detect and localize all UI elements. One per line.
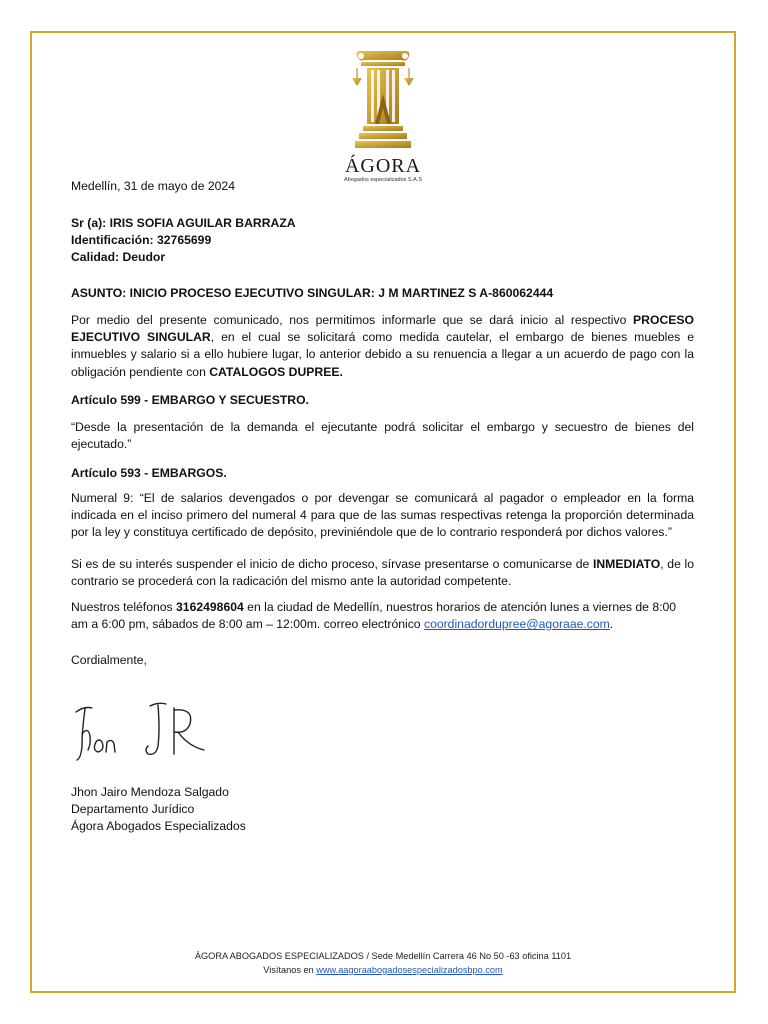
- signer-firm: Ágora Abogados Especializados: [71, 819, 246, 833]
- signer-name: Jhon Jairo Mendoza Salgado: [71, 785, 229, 799]
- closing: Cordialmente,: [71, 653, 147, 667]
- logo-subtitle: Abogados especializados S.A.S: [344, 177, 422, 183]
- recipient-id: Identificación: 32765699: [71, 233, 212, 247]
- footer-visit-label: Visítanos en: [263, 965, 317, 975]
- email-link[interactable]: coordinadordupree@agoraae.com: [423, 617, 610, 632]
- paragraph-contact: [71, 599, 694, 633]
- p2-text-c: , de lo contrario se procederá con la radicación del mismo ante la autoridad competente.: [71, 557, 695, 589]
- phone-number: 3162498604: [176, 600, 244, 614]
- p1-process-type: PROCESO EJECUTIVO SINGULAR: [71, 313, 694, 345]
- signer-department: Departamento Jurídico: [71, 802, 195, 816]
- recipient-role: Calidad: Deudor: [71, 250, 166, 264]
- handwritten-signature: [70, 700, 220, 775]
- p3-text-a: Nuestros teléfonos: [71, 600, 177, 614]
- scales-pillar-icon: [351, 48, 415, 150]
- letter-subject: ASUNTO: INICIO PROCESO EJECUTIVO SINGULAR: J M MARTINEZ S A-860062444: [71, 286, 554, 300]
- recipient-name: Sr (a): IRIS SOFIA AGUILAR BARRAZA: [71, 216, 296, 230]
- website-link[interactable]: www.aagoraabogadosespecializadosbpo.com: [316, 965, 503, 975]
- p2-immediate: INMEDIATO: [592, 557, 661, 571]
- agora-logo: [333, 48, 433, 183]
- paragraph-process-notice: [71, 312, 694, 381]
- logo-wordmark: ÁGORA: [344, 155, 422, 177]
- article-599-title: Artículo 599 - EMBARGO Y SECUESTRO.: [71, 393, 309, 407]
- p2-text-a: Si es de su interés suspender el inicio de dicho proceso, sírvase presentarse o comunicarse de: [71, 557, 593, 571]
- letter-date: Medellín, 31 de mayo de 2024: [71, 179, 235, 193]
- article-599-text: “Desde la presentación de la demanda el ejecutante podrá solicitar el embargo y secuestro de bienes del ejecutado.”: [71, 420, 694, 452]
- article-593-text: Numeral 9: “El de salarios devengados o por devengar se comunicará al pagador o empleador en la forma indicada en el inciso primero del numeral 4 para que de las sumas respectivas retenga la proporción determinada por la ley y constituya certificado de depósito, previniéndole que de lo contrario responderá por dichos valores.”: [71, 491, 694, 540]
- p1-text-a: Por medio del presente comunicado, nos permitimos informarle que se dará inicio al respectivo: [71, 313, 634, 327]
- page-footer: [30, 949, 736, 977]
- footer-website-line: [30, 963, 736, 977]
- paragraph-suspend: [71, 556, 694, 590]
- article-593-title: Artículo 593 - EMBARGOS.: [71, 466, 227, 480]
- footer-address: ÁGORA ABOGADOS ESPECIALIZADOS / Sede Medellín Carrera 46 No 50 -63 oficina 1101: [194, 951, 572, 961]
- p3-text-c: en la ciudad de Medellín, nuestros horarios de atención lunes a viernes de 8:00 am a 6:00 pm, sábados de 8:00 am – 12:00m. correo electrónico: [71, 600, 677, 632]
- p1-text-c: , en el cual se solicitará como medida cautelar, el embargo de bienes muebles e inmuebles y salario si a ello hubiere lugar, lo anterior debido a su renuencia a llegar a un acuerdo de pago con la obligación pendiente con: [71, 330, 694, 379]
- p3-text-d: .: [609, 617, 614, 632]
- p1-creditor: CATALOGOS DUPREE.: [209, 364, 343, 379]
